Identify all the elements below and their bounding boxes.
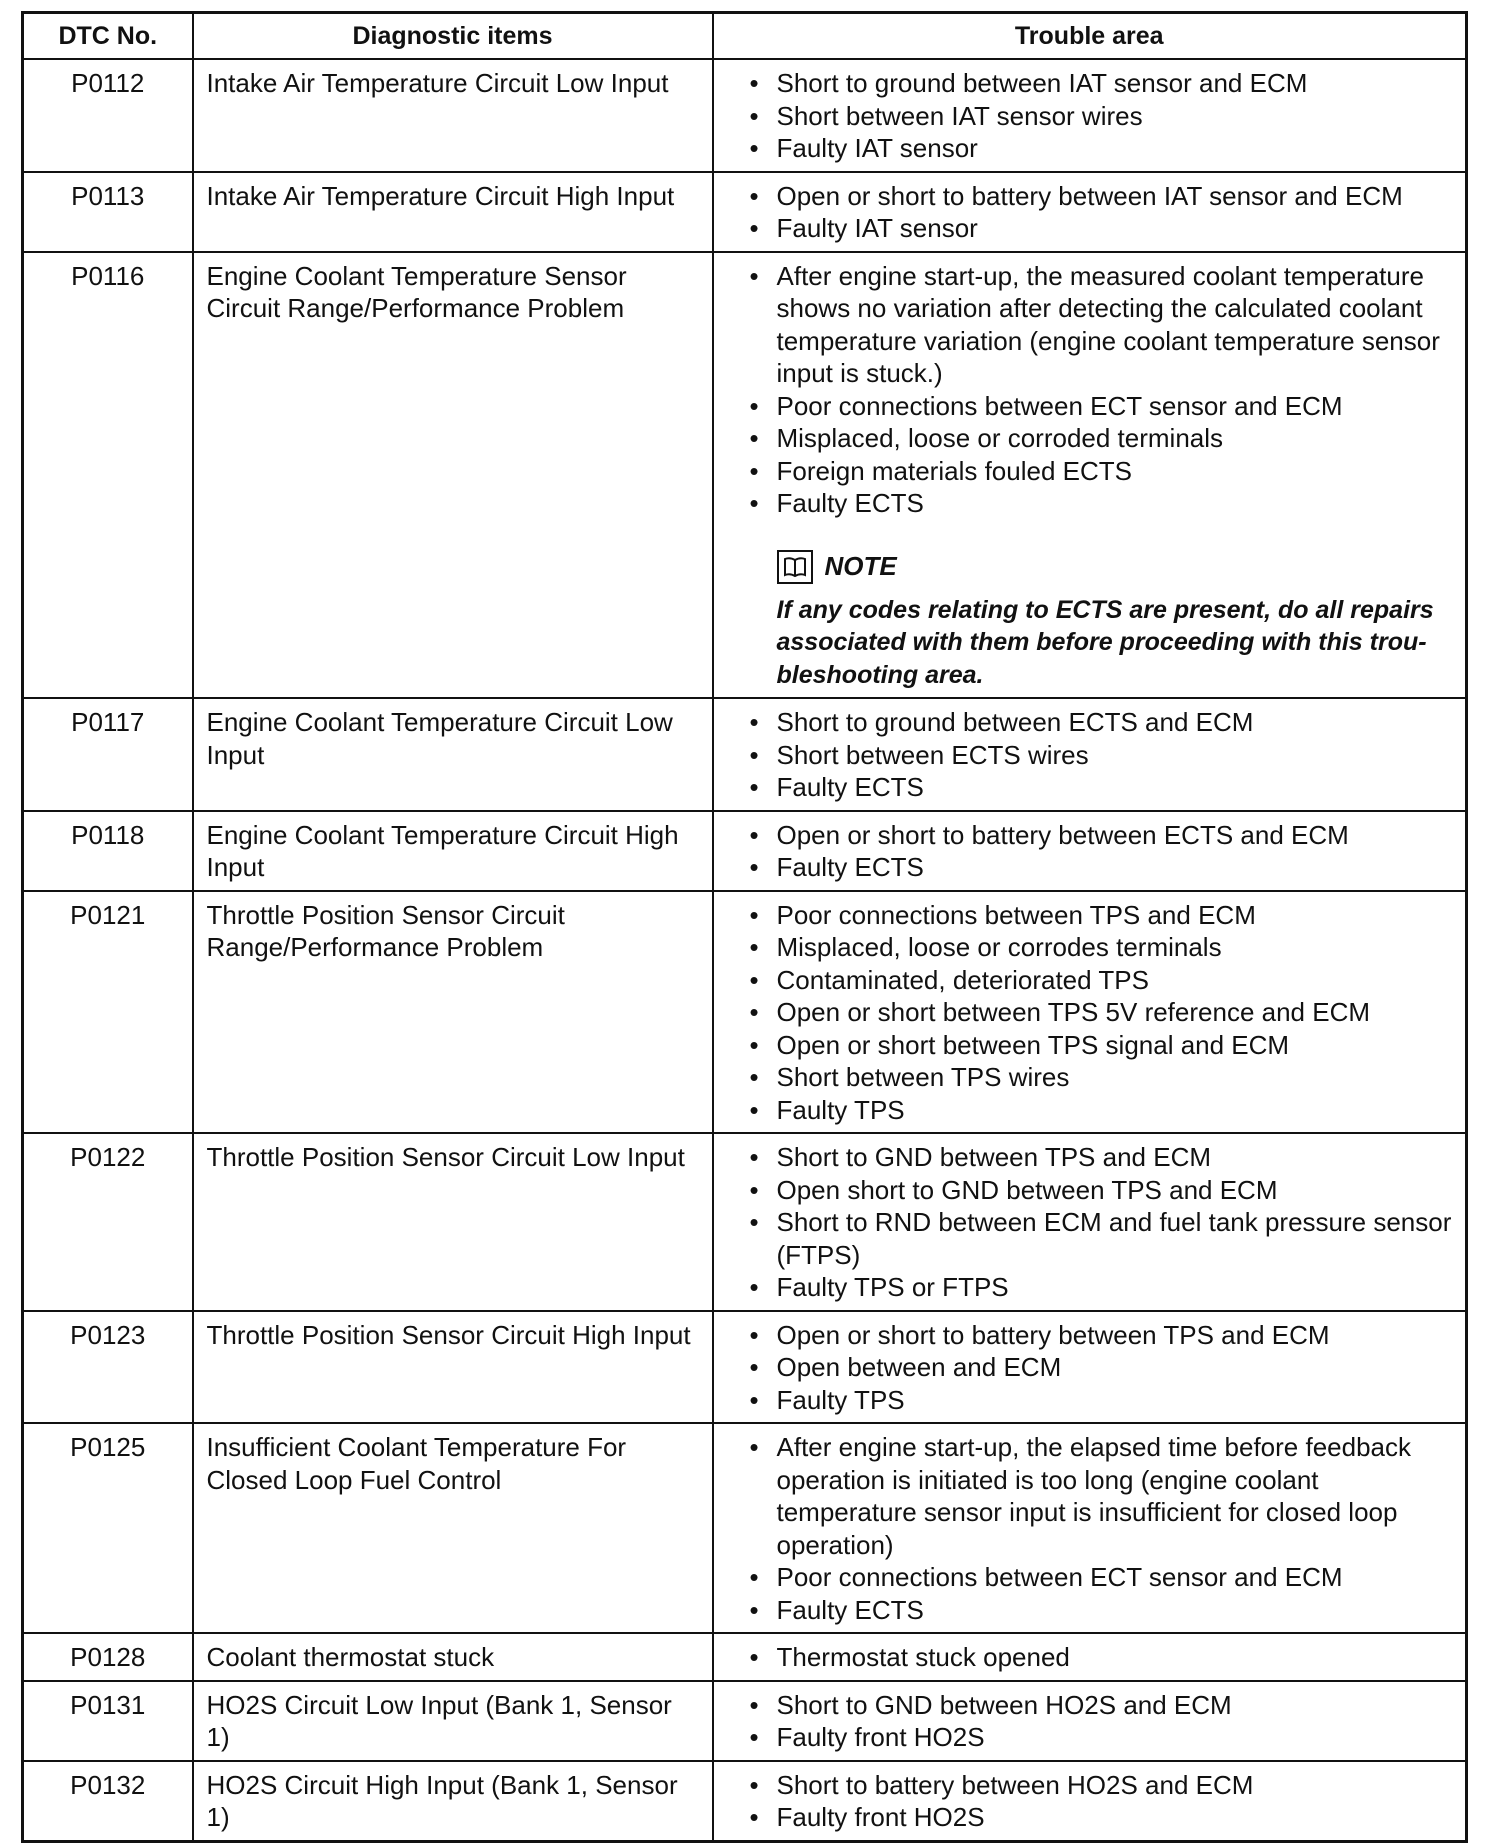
- table-row: [23, 811, 1467, 891]
- trouble-area-cell: [713, 172, 1467, 252]
- table-row: [23, 172, 1467, 252]
- trouble-area-item: • Faulty IAT sensor: [750, 212, 1456, 245]
- table-header-row: [23, 13, 1467, 60]
- diagnostic-item-cell: Intake Air Temperature Circuit High Input: [193, 172, 713, 252]
- trouble-area-item: • Short between ECTS wires: [750, 739, 1456, 772]
- trouble-area-cell: [713, 1761, 1467, 1842]
- table-body: [23, 59, 1467, 1841]
- dtc-code-cell: P0132: [23, 1761, 193, 1842]
- dtc-code-cell: P0122: [23, 1133, 193, 1311]
- trouble-area-item: • Faulty front HO2S: [750, 1721, 1456, 1754]
- header-dtc-no: DTC No.: [23, 13, 193, 60]
- trouble-area-item: • Thermostat stuck opened: [750, 1641, 1456, 1674]
- trouble-area-cell: [713, 59, 1467, 172]
- dtc-code-cell: P0117: [23, 698, 193, 811]
- trouble-area-item: • After engine start-up, the measured coolant temperature shows no variation after detecting the calculated coolant temperature variation (engine coolant temperature sensor input is stuck.): [750, 260, 1456, 390]
- dtc-code-cell: P0113: [23, 172, 193, 252]
- trouble-area-cell: [713, 252, 1467, 699]
- note-block: [750, 550, 1456, 692]
- trouble-area-item: • Open or short between TPS 5V reference and ECM: [750, 996, 1456, 1029]
- diagnostic-item-cell: Throttle Position Sensor Circuit High Input: [193, 1311, 713, 1424]
- dtc-table: [21, 11, 1468, 1843]
- dtc-code-cell: P0121: [23, 891, 193, 1134]
- diagnostic-item-cell: Engine Coolant Temperature Sensor Circuit Range/Performance Problem: [193, 252, 713, 699]
- trouble-area-item: • Faulty TPS: [750, 1094, 1456, 1127]
- trouble-area-list: [750, 1689, 1456, 1754]
- trouble-area-item: • Misplaced, loose or corroded terminals: [750, 422, 1456, 455]
- trouble-area-list: [750, 1431, 1456, 1626]
- trouble-area-item: • Faulty front HO2S: [750, 1801, 1456, 1834]
- trouble-area-item: • Open between and ECM: [750, 1351, 1456, 1384]
- table-row: [23, 1761, 1467, 1842]
- diagnostic-item-cell: Intake Air Temperature Circuit Low Input: [193, 59, 713, 172]
- trouble-area-list: [750, 1319, 1456, 1417]
- trouble-area-list: [750, 1141, 1456, 1304]
- dtc-code-cell: P0123: [23, 1311, 193, 1424]
- diagnostic-item-cell: Insufficient Coolant Temperature For Closed Loop Fuel Control: [193, 1423, 713, 1633]
- trouble-area-cell: [713, 1423, 1467, 1633]
- trouble-area-item: • Short to ground between IAT sensor and ECM: [750, 67, 1456, 100]
- table-row: [23, 1681, 1467, 1761]
- trouble-area-list: [750, 1769, 1456, 1834]
- trouble-area-item: • Short to GND between TPS and ECM: [750, 1141, 1456, 1174]
- diagnostic-item-cell: HO2S Circuit Low Input (Bank 1, Sensor 1): [193, 1681, 713, 1761]
- trouble-area-item: • Poor connections between TPS and ECM: [750, 899, 1456, 932]
- table-row: [23, 1311, 1467, 1424]
- trouble-area-cell: [713, 891, 1467, 1134]
- trouble-area-list: [750, 899, 1456, 1127]
- trouble-area-item: • Short between IAT sensor wires: [750, 100, 1456, 133]
- table-row: [23, 252, 1467, 699]
- note-heading: [777, 550, 1456, 584]
- diagnostic-item-cell: Throttle Position Sensor Circuit Range/Performance Problem: [193, 891, 713, 1134]
- trouble-area-item: • Faulty ECTS: [750, 771, 1456, 804]
- trouble-area-item: • Poor connections between ECT sensor and ECM: [750, 1561, 1456, 1594]
- trouble-area-item: • Open or short to battery between ECTS and ECM: [750, 819, 1456, 852]
- trouble-area-list: [750, 67, 1456, 165]
- trouble-area-item: • Open or short to battery between IAT sensor and ECM: [750, 180, 1456, 213]
- trouble-area-list: [750, 260, 1456, 520]
- table-row: [23, 891, 1467, 1134]
- trouble-area-item: • Open or short to battery between TPS and ECM: [750, 1319, 1456, 1352]
- trouble-area-item: • Faulty TPS or FTPS: [750, 1271, 1456, 1304]
- trouble-area-item: • Short to GND between HO2S and ECM: [750, 1689, 1456, 1722]
- table-row: [23, 1423, 1467, 1633]
- trouble-area-cell: [713, 1681, 1467, 1761]
- trouble-area-list: [750, 819, 1456, 884]
- header-diagnostic-items: Diagnostic items: [193, 13, 713, 60]
- trouble-area-item: • Poor connections between ECT sensor and ECM: [750, 390, 1456, 423]
- dtc-code-cell: P0128: [23, 1633, 193, 1681]
- trouble-area-item: • Faulty TPS: [750, 1384, 1456, 1417]
- table-row: [23, 59, 1467, 172]
- trouble-area-list: [750, 1641, 1456, 1674]
- trouble-area-item: • Contaminated, deteriorated TPS: [750, 964, 1456, 997]
- book-icon: [777, 550, 813, 584]
- trouble-area-item: • Faulty IAT sensor: [750, 132, 1456, 165]
- trouble-area-cell: [713, 1133, 1467, 1311]
- dtc-code-cell: P0116: [23, 252, 193, 699]
- table-row: [23, 1633, 1467, 1681]
- diagnostic-item-cell: Engine Coolant Temperature Circuit High Input: [193, 811, 713, 891]
- table-row: [23, 1133, 1467, 1311]
- dtc-code-cell: P0112: [23, 59, 193, 172]
- trouble-area-list: [750, 180, 1456, 245]
- trouble-area-item: • Short to ground between ECTS and ECM: [750, 706, 1456, 739]
- trouble-area-cell: [713, 811, 1467, 891]
- dtc-code-cell: P0131: [23, 1681, 193, 1761]
- trouble-area-item: • Faulty ECTS: [750, 851, 1456, 884]
- diagnostic-item-cell: HO2S Circuit High Input (Bank 1, Sensor 1): [193, 1761, 713, 1842]
- diagnostic-item-cell: Engine Coolant Temperature Circuit Low Input: [193, 698, 713, 811]
- dtc-code-cell: P0125: [23, 1423, 193, 1633]
- trouble-area-item: • Faulty ECTS: [750, 1594, 1456, 1627]
- table-row: [23, 698, 1467, 811]
- trouble-area-item: • Short between TPS wires: [750, 1061, 1456, 1094]
- trouble-area-item: • After engine start-up, the elapsed time before feedback operation is initiated is too long (engine coolant temperature sensor input is insufficient for closed loop operation): [750, 1431, 1456, 1561]
- dtc-code-cell: P0118: [23, 811, 193, 891]
- trouble-area-cell: [713, 698, 1467, 811]
- header-trouble-area: Trouble area: [713, 13, 1467, 60]
- trouble-area-cell: [713, 1311, 1467, 1424]
- note-text: If any codes relating to ECTS are present, do all repairs associated with them before proceeding with this trou-bleshooting area.: [776, 595, 1434, 689]
- diagnostic-item-cell: Throttle Position Sensor Circuit Low Input: [193, 1133, 713, 1311]
- trouble-area-item: • Foreign materials fouled ECTS: [750, 455, 1456, 488]
- diagnostic-item-cell: Coolant thermostat stuck: [193, 1633, 713, 1681]
- trouble-area-item: • Open or short between TPS signal and ECM: [750, 1029, 1456, 1062]
- trouble-area-item: • Open short to GND between TPS and ECM: [750, 1174, 1456, 1207]
- trouble-area-item: • Short to RND between ECM and fuel tank pressure sensor (FTPS): [750, 1206, 1456, 1271]
- trouble-area-item: • Misplaced, loose or corrodes terminals: [750, 931, 1456, 964]
- trouble-area-cell: [713, 1633, 1467, 1681]
- note-label: NOTE: [824, 551, 897, 582]
- trouble-area-list: [750, 706, 1456, 804]
- trouble-area-item: • Short to battery between HO2S and ECM: [750, 1769, 1456, 1802]
- trouble-area-item: • Faulty ECTS: [750, 487, 1456, 520]
